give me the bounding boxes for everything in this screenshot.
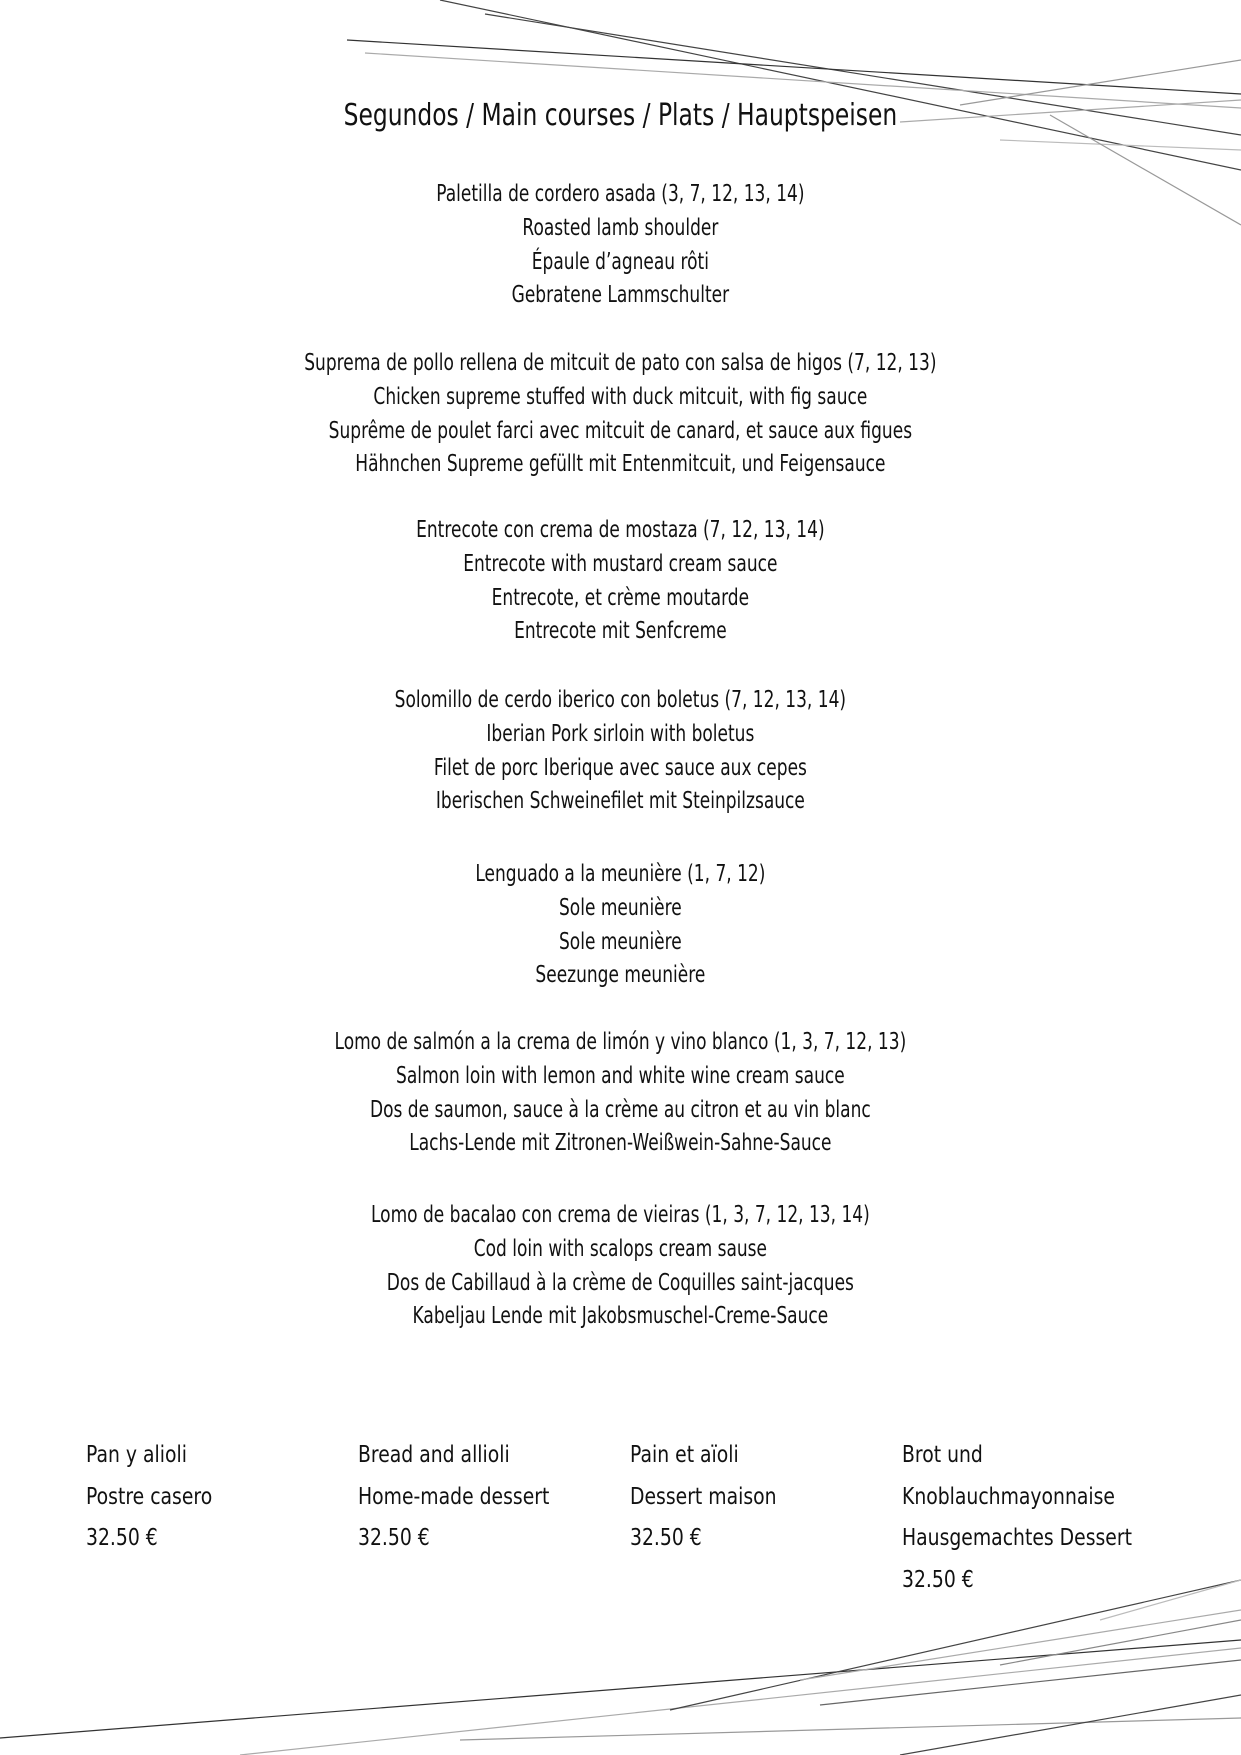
dish-name-en: Salmon loin with lemon and white wine cream sauce (396, 1062, 845, 1089)
dish-name-fr: Entrecote, et crème moutarde (491, 584, 750, 611)
dish-name-fr: Suprême de poulet farci avec mitcuit de canard, et sauce aux figues (328, 417, 913, 444)
dish-name-es: Lenguado a la meunière (1, 7, 12) (475, 861, 766, 887)
footer-price: 32.50 € (902, 1564, 974, 1593)
footer-price: 32.50 € (358, 1523, 430, 1552)
footer-line: Pan y alioli (86, 1440, 187, 1468)
footer-english (358, 1434, 549, 1559)
dish-name-de: Seezunge meunière (535, 962, 706, 989)
bottom-line-cluster (0, 1580, 1241, 1755)
footer-line: Dessert maison (630, 1481, 777, 1510)
dish-entrecote (161, 514, 1079, 649)
dish-name-en: Roasted lamb shoulder (522, 214, 719, 241)
dish-name-es: Entrecote con crema de mostaza (7, 12, 13, 14) (416, 517, 825, 543)
dish-name-de: Entrecote mit Senfcreme (514, 618, 727, 645)
footer-line: Bread and allioli (358, 1440, 510, 1468)
dish-name-es: Suprema de pollo rellena de mitcuit de pato con salsa de higos (7, 12, 13) (304, 350, 937, 376)
dish-name-en: Entrecote with mustard cream sauce (463, 550, 778, 577)
footer-line: Brot und (902, 1440, 983, 1468)
dish-name-en: Sole meunière (558, 894, 682, 921)
dish-name-de: Kabeljau Lende mit Jakobsmuschel-Creme-Sauce (412, 1303, 829, 1330)
dish-sole (161, 858, 1079, 993)
dish-name-de: Lachs-Lende mit Zitronen-Weißwein-Sahne-Sauce (409, 1130, 832, 1157)
dish-name-de: Gebratene Lammschulter (511, 282, 730, 309)
dish-pork (161, 684, 1079, 819)
dish-name-es: Lomo de bacalao con crema de vieiras (1, 3, 7, 12, 13, 14) (370, 1202, 870, 1228)
dish-name-es: Solomillo de cerdo iberico con boletus (7, 12, 13, 14) (394, 687, 847, 713)
footer-line: Hausgemachtes Dessert (902, 1523, 1132, 1552)
footer-price: 32.50 € (630, 1523, 702, 1552)
dish-name-es: Lomo de salmón a la crema de limón y vino blanco (1, 3, 7, 12, 13) (334, 1029, 907, 1055)
menu-title: Segundos / Main courses / Plats / Hauptspeisen (343, 98, 898, 133)
footer-line: Knoblauchmayonnaise (902, 1481, 1115, 1510)
dish-chicken (161, 347, 1079, 482)
footer-spanish (86, 1434, 212, 1559)
dish-name-fr: Dos de saumon, sauce à la crème au citron et au vin blanc (370, 1096, 871, 1123)
footer-line: Home-made dessert (358, 1481, 550, 1510)
dish-name-fr: Sole meunière (558, 928, 682, 955)
dish-name-en: Cod loin with scalops cream sause (473, 1235, 768, 1262)
dish-salmon (161, 1026, 1079, 1161)
footer-line: Postre casero (86, 1481, 213, 1510)
dish-name-fr: Filet de porc Iberique avec sauce aux cepes (433, 754, 807, 781)
dish-name-fr: Dos de Cabillaud à la crème de Coquilles saint-jacques (386, 1269, 854, 1296)
footer-german (902, 1434, 1132, 1600)
dish-cod (161, 1199, 1079, 1334)
dish-name-en: Iberian Pork sirloin with boletus (486, 720, 755, 747)
dish-name-es: Paletilla de cordero asada (3, 7, 12, 13, 14) (436, 181, 805, 207)
dish-name-de: Hähnchen Supreme gefüllt mit Entenmitcuit, und Feigensauce (355, 451, 886, 478)
footer-price: 32.50 € (86, 1523, 158, 1552)
dish-name-de: Iberischen Schweinefilet mit Steinpilzsauce (435, 788, 805, 815)
dish-name-fr: Épaule d’agneau rôti (531, 248, 709, 275)
footer-line: Pain et aïoli (630, 1440, 739, 1468)
dish-name-en: Chicken supreme stuffed with duck mitcuit, with fig sauce (373, 383, 868, 410)
dish-lamb (161, 178, 1079, 313)
footer-french (630, 1434, 777, 1559)
